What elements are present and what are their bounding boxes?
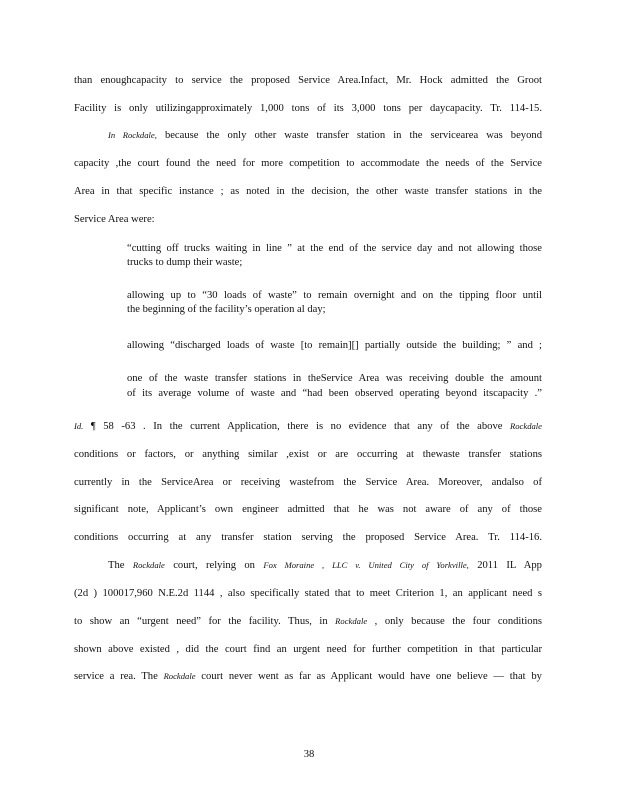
page-number: 38 xyxy=(303,749,315,760)
case-name: Rockdale xyxy=(510,421,542,431)
text-segment: court never went as far as Applicant would have one believe — that by xyxy=(201,671,542,682)
text-segment: 2011 IL App xyxy=(477,560,542,571)
text-line: capacity ,the court found the need for more competition to accommodate the needs of the Service xyxy=(74,158,542,169)
case-name: Rockdale xyxy=(335,616,368,626)
text-line: shown above existed , did the court find an urgent need for further competition in that particular xyxy=(74,644,542,655)
bullet-line: of its average volume of waste and “had been observed operating beyond itscapacity .” xyxy=(127,388,542,399)
text-segment: The xyxy=(108,560,125,571)
text-line xyxy=(108,129,542,142)
bullet-line: one of the waste transfer stations in theService Area was receiving double the amount xyxy=(127,373,542,384)
text-segment: , only because the four conditions xyxy=(374,616,542,627)
bullet-line: trucks to dump their waste; xyxy=(127,257,243,268)
text-line: Area in that specific instance ; as noted in the decision, the other waste transfer stations in the xyxy=(74,186,542,197)
text-line: significant note, Applicant’s own engineer admitted that he was not aware of any of those xyxy=(74,504,542,515)
case-name: Rockdale xyxy=(163,671,196,681)
text-line: currently in the ServiceArea or receiving wastefrom the Service Area. Moreover, andalso of xyxy=(74,477,542,488)
text-segment: court, relying on xyxy=(173,560,255,571)
text-line: conditions occurring at any transfer station serving the proposed Service Area. Tr. 114-16. xyxy=(74,532,542,543)
bullet-line: allowing up to “30 loads of waste” to remain overnight and on the tipping floor until xyxy=(127,290,542,301)
text-line xyxy=(74,615,542,628)
text-segment: to show an “urgent need” for the facility. Thus, in xyxy=(74,616,328,627)
text-line: Facility is only utilizingapproximately 1,000 tons of its 3,000 tons per daycapacity. Tr. 114-15. xyxy=(74,103,542,114)
text-segment: ¶ 58 -63 . In the current Application, there is no evidence that any of the above xyxy=(90,421,503,432)
case-name: Rockdale xyxy=(132,560,165,570)
id-citation: Id. xyxy=(74,421,84,431)
bullet-line: the beginning of the facility’s operation al day; xyxy=(127,304,326,315)
text-segment: service a rea. The xyxy=(74,671,158,682)
case-name: In Rockdale, xyxy=(108,130,157,140)
text-line: (2d ) 100017,960 N.E.2d 1144 , also specifically stated that to meet Criterion 1, an applicant need s xyxy=(74,588,542,599)
text-line: conditions or factors, or anything similar ,exist or are occurring at thewaste transfer stations xyxy=(74,449,542,460)
case-name: Fox Moraine , LLC v. United City of Yorkville, xyxy=(263,560,469,570)
text-segment: because the only other waste transfer station in the servicearea was beyond xyxy=(164,130,542,141)
text-line xyxy=(74,420,542,433)
text-line xyxy=(74,670,542,683)
text-line xyxy=(108,559,542,572)
text-line: Service Area were: xyxy=(74,214,155,225)
bullet-line: allowing “discharged loads of waste [to remain][] partially outside the building; ” and ; xyxy=(127,340,542,351)
text-line: than enoughcapacity to service the proposed Service Area.Infact, Mr. Hock admitted the Groot xyxy=(74,75,542,86)
bullet-line: “cutting off trucks waiting in line ” at the end of the service day and not allowing those xyxy=(127,243,542,254)
